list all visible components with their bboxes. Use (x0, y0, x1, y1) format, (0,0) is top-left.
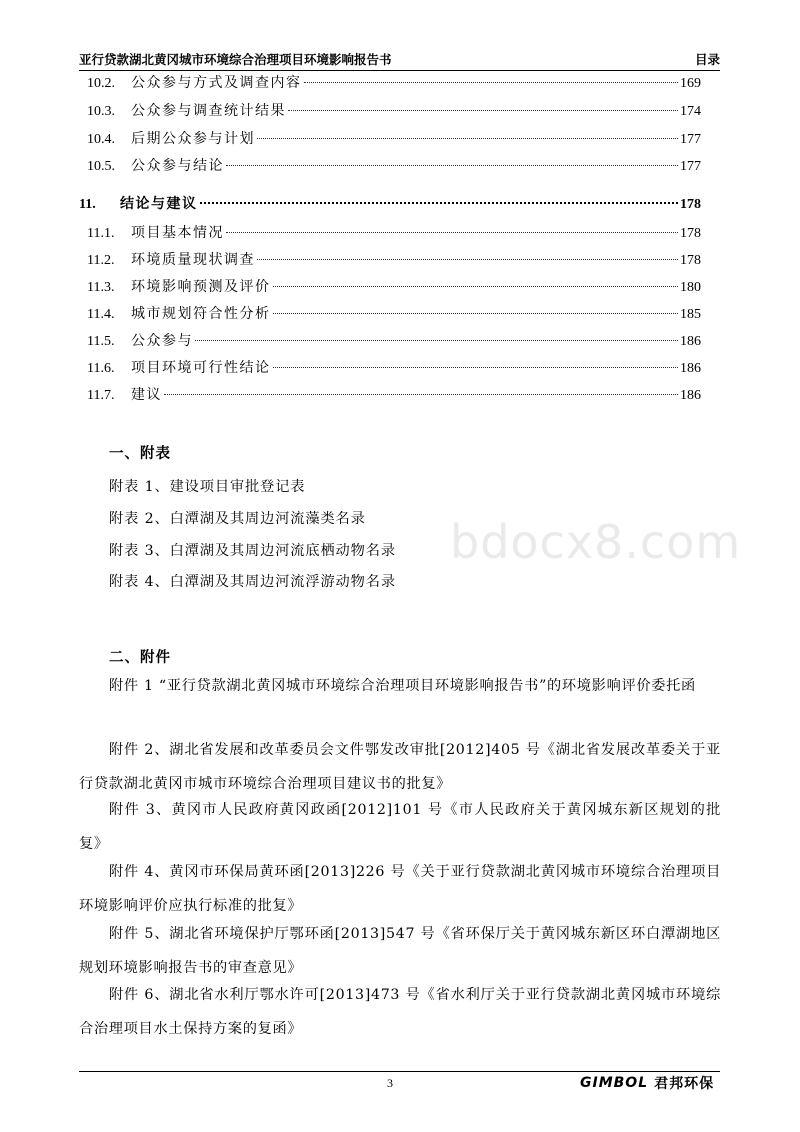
toc-page: 186 (680, 334, 701, 349)
toc-entry[interactable] (79, 222, 701, 248)
toc-number: 11.3. (87, 280, 115, 295)
toc-leader (195, 340, 678, 341)
toc-label: 结论与建议 (120, 196, 198, 212)
attachment-item: 附件 1 “亚行贷款湖北黄冈城市环境综合治理项目环境影响报告书”的环境影响评价委托函 (109, 678, 696, 694)
toc-number: 11.4. (87, 307, 115, 322)
toc-number: 11.2. (87, 253, 115, 268)
attachment-item: 附件 3、黄冈市人民政府黄冈政函[2012]101 号《市人民政府关于黄冈城东新区规划的批复》 (79, 802, 721, 852)
page-number: 3 (387, 1076, 393, 1090)
toc-entry[interactable] (79, 128, 701, 154)
appendix-table-item: 附表 1、建设项目审批登记表 (109, 479, 306, 495)
document-title: 亚行贷款湖北黄冈城市环境综合治理项目环境影响报告书 (79, 52, 392, 67)
toc-label: 项目基本情况 (131, 225, 224, 241)
toc-number: 10.4. (87, 132, 115, 147)
toc-leader (257, 259, 678, 260)
toc-page: 178 (680, 226, 701, 241)
toc-page: 174 (680, 104, 701, 119)
toc-leader (226, 165, 678, 166)
toc-label: 环境质量现状调查 (131, 252, 255, 268)
toc-leader (164, 394, 678, 395)
toc-leader (273, 367, 679, 368)
toc-entry-chapter[interactable] (79, 193, 701, 219)
toc-leader (257, 138, 678, 139)
toc-page: 178 (680, 197, 701, 212)
toc-number: 10.2. (87, 76, 115, 91)
section-label: 目录 (694, 52, 720, 67)
toc-leader (273, 313, 679, 314)
toc-label: 建议 (131, 387, 162, 403)
toc-entry[interactable] (79, 100, 701, 126)
toc-label: 公众参与调查统计结果 (131, 103, 286, 119)
toc-leader (288, 110, 678, 111)
toc-label: 项目环境可行性结论 (131, 360, 271, 376)
attachment-item: 附件 6、湖北省水利厅鄂水许可[2013]473 号《省水利厅关于亚行贷款湖北黄冈城市环境综合治理项目水土保持方案的复函》 (79, 987, 721, 1037)
page-header (79, 48, 720, 71)
toc-label: 公众参与结论 (131, 158, 224, 174)
company-logo (580, 1073, 714, 1093)
toc-page: 177 (680, 159, 701, 174)
toc-number: 11. (79, 197, 96, 212)
toc-label: 城市规划符合性分析 (131, 306, 271, 322)
appendix-table-item: 附表 4、白潭湖及其周边河流浮游动物名录 (109, 574, 396, 590)
toc-page: 186 (680, 388, 701, 403)
toc-label: 公众参与 (131, 333, 193, 349)
toc-number: 10.3. (87, 104, 115, 119)
watermark: bdocx8.com (450, 515, 742, 569)
attachments-heading: 二、附件 (109, 649, 171, 666)
attachment-item: 附件 5、湖北省环境保护厅鄂环函[2013]547 号《省环保厅关于黄冈城东新区环白潭湖地区规划环境影响报告书的审查意见》 (79, 926, 721, 976)
toc-number: 11.5. (87, 334, 115, 349)
footer-divider (79, 1071, 720, 1072)
toc-entry[interactable] (79, 384, 701, 410)
toc-page: 180 (680, 280, 701, 295)
toc-number: 11.7. (87, 388, 115, 403)
toc-entry[interactable] (79, 303, 701, 329)
toc-page: 178 (680, 253, 701, 268)
logo-latin-text: GIMBOL (580, 1075, 649, 1091)
attachment-item: 附件 4、黄冈市环保局黄环函[2013]226 号《关于亚行贷款湖北黄冈城市环境综合治理项目环境影响评价应执行标准的批复》 (79, 864, 721, 914)
appendix-table-item: 附表 2、白潭湖及其周边河流藻类名录 (109, 511, 366, 527)
toc-page: 186 (680, 361, 701, 376)
toc-number: 11.6. (87, 361, 115, 376)
toc-label: 环境影响预测及评价 (131, 279, 271, 295)
toc-entry[interactable] (79, 249, 701, 275)
toc-page: 177 (680, 132, 701, 147)
appendix-table-item: 附表 3、白潭湖及其周边河流底栖动物名录 (109, 543, 396, 559)
toc-page: 169 (680, 76, 701, 91)
toc-page: 185 (680, 307, 701, 322)
toc-label: 后期公众参与计划 (131, 131, 255, 147)
attachment-item: 附件 2、湖北省发展和改革委员会文件鄂发改审批[2012]405 号《湖北省发展改革委关于亚行贷款湖北黄冈市城市环境综合治理项目建议书的批复》 (79, 742, 721, 792)
toc-entry[interactable] (79, 155, 701, 181)
toc-label: 公众参与方式及调查内容 (131, 75, 302, 91)
toc-leader (304, 82, 679, 83)
toc-leader (226, 232, 678, 233)
toc-leader (200, 202, 679, 204)
appendix-tables-heading: 一、附表 (109, 445, 171, 462)
toc-number: 10.5. (87, 159, 115, 174)
toc-entry[interactable] (79, 357, 701, 383)
logo-chinese-text: 君邦环保 (654, 1076, 715, 1092)
toc-entry[interactable] (79, 330, 701, 356)
toc-number: 11.1. (87, 226, 115, 241)
toc-entry[interactable] (79, 72, 701, 98)
toc-entry[interactable] (79, 276, 701, 302)
toc-leader (273, 286, 679, 287)
